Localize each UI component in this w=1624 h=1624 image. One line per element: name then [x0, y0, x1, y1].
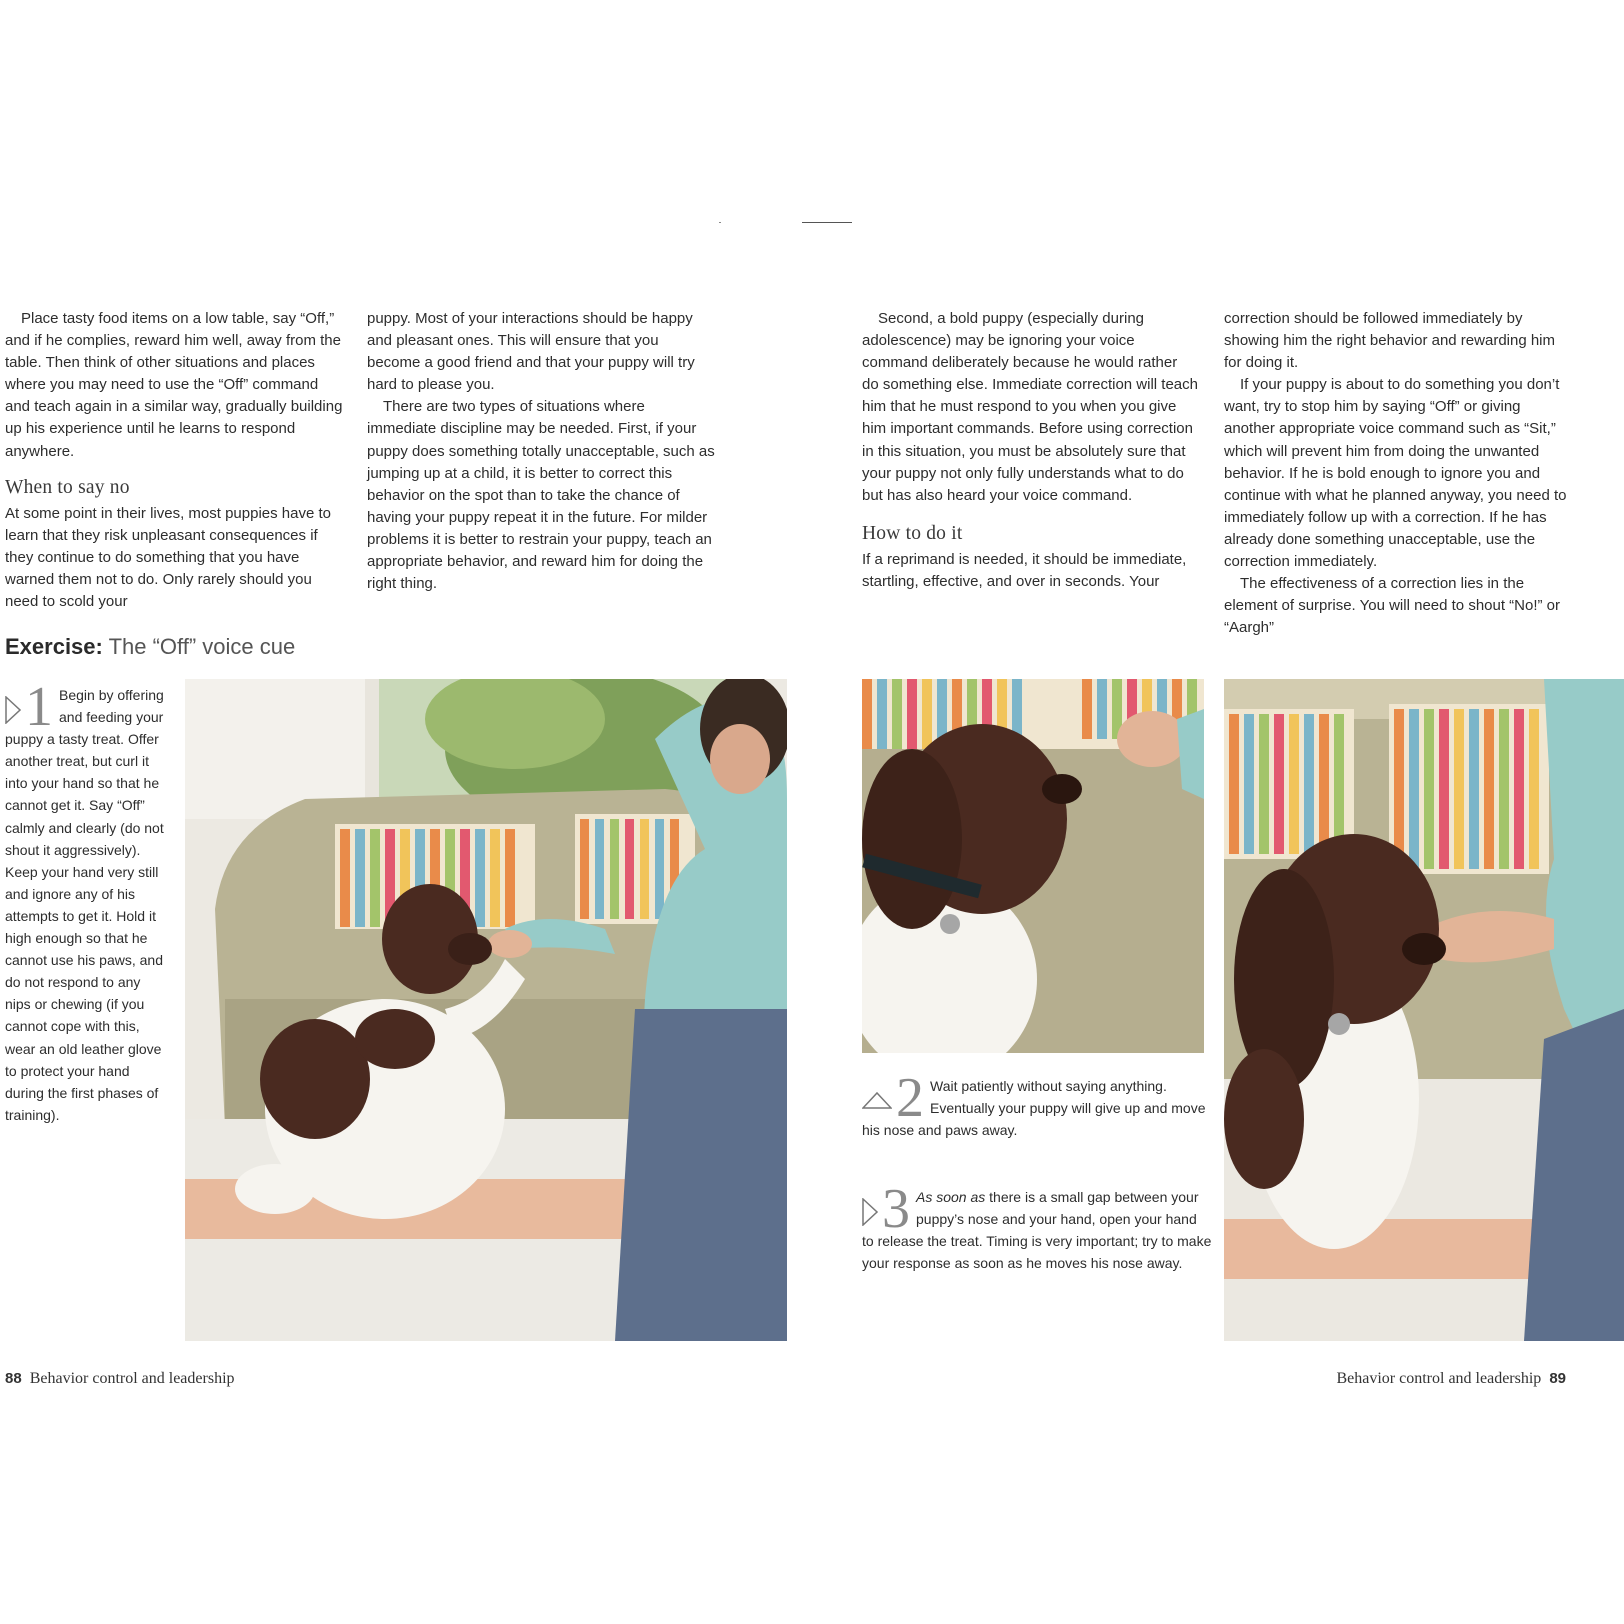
paragraph: There are two types of situations where immediate discipline may be needed. First, if your puppy does something totally unacceptable, such as jumping up at a child, it is better to correct this behavior on the spot than to take the chance of having your puppy repeat it in the future. For milder problems it is better to restrain your puppy, teach an appropriate behavior, and reward him for doing the right thing. — [367, 398, 715, 593]
heading-how-to-do-it: How to do it — [862, 522, 963, 544]
right-column-1 — [862, 308, 1198, 593]
step-3-italic-lead: As soon as — [916, 1189, 986, 1205]
running-title-right: Behavior control and leadership — [1336, 1370, 1542, 1387]
step-3 — [862, 1178, 1212, 1274]
step-2-marker — [862, 1067, 924, 1129]
step-3-number: 3 — [882, 1178, 910, 1240]
paragraph: If a reprimand is needed, it should be immediate, startling, effective, and over in seconds. Your — [862, 550, 1187, 591]
step-1-text: Begin by offering and feeding your puppy a tasty treat. Offer another treat, but curl it into your hand so that he cannot get it. Say “Off” calmly and clearly (do not shout it aggressively). Keep your hand very still and ignore any of his attempts to get it. Hold it high enough so that he cannot use his paws, and do not respond to any nips or chewing (if you cannot cope with this, wear an old leather glove to protect your hand during the first phases of training). — [5, 687, 164, 1123]
triangle-right-icon — [862, 1198, 878, 1226]
triangle-right-icon — [5, 696, 21, 724]
running-title-left: Behavior control and leadership — [29, 1370, 235, 1387]
left-column-2 — [367, 308, 715, 595]
puppy-training-photo — [185, 679, 787, 1341]
puppy-taking-treat-photo — [1224, 679, 1624, 1341]
intro-paragraph: Place tasty food items on a low table, say “Off,” and if he complies, reward him well, away from the table. Then think of other situations and places where you may need to use the “Off” command and teach again in a similar way, gradually building up his experience until he learns to respond anywhere. — [5, 310, 343, 460]
top-dot — [719, 222, 721, 223]
step-2 — [862, 1067, 1212, 1141]
step-3-marker — [862, 1178, 910, 1240]
triangle-up-icon — [862, 1091, 892, 1109]
step-3-text: there is a small gap between your puppy’s nose and your hand, open your hand to release the treat. Timing is very important; try to make your response as soon as he moves his nose away. — [862, 1189, 1212, 1272]
photo-step-1 — [185, 679, 787, 1341]
photo-step-3 — [1224, 679, 1624, 1341]
step-2-text: Wait patiently without saying anything. Eventually your puppy will give up and move his nose and paws away. — [862, 1078, 1206, 1139]
paragraph: correction should be followed immediately by showing him the right behavior and rewarding him for doing it. — [1224, 310, 1556, 372]
left-footer — [5, 1370, 235, 1388]
exercise-label: Exercise: — [5, 634, 103, 659]
top-rule — [802, 222, 852, 223]
when-paragraph: At some point in their lives, most puppies have to learn that they risk unpleasant consequences if they continue to do something that you have warned them not to do. Only rarely should you need to scold your — [5, 504, 332, 611]
page-number-left: 88 — [5, 1370, 22, 1387]
exercise-name: The “Off” voice cue — [108, 634, 296, 659]
left-column-1 — [5, 308, 345, 613]
photo-step-2 — [862, 679, 1204, 1053]
step-1 — [5, 676, 165, 1126]
puppy-closeup-photo — [862, 679, 1204, 1053]
step-2-number: 2 — [896, 1067, 924, 1129]
step-1-number: 1 — [25, 676, 53, 738]
paragraph: The effectiveness of a correction lies in the element of surprise. You will need to shout “No!” or “Aargh” — [1224, 575, 1561, 637]
right-column-2 — [1224, 308, 1570, 639]
step-1-marker — [5, 676, 53, 738]
exercise-title — [5, 634, 295, 660]
paragraph: puppy. Most of your interactions should be happy and pleasant ones. This will ensure that you become a good friend and that your puppy will try hard to please you. — [367, 310, 695, 394]
paragraph: Second, a bold puppy (especially during adolescence) may be ignoring your voice command deliberately because he would rather do something else. Immediate correction will teach him that he must respond to you when you give him important commands. Before using correction in this situation, you must be absolutely sure that your puppy not only fully understands what to do but has also heard your voice command. — [862, 310, 1198, 504]
paragraph: If your puppy is about to do something you don’t want, try to stop him by saying “Off” or giving another appropriate voice command such as “Sit,” which will prevent him from doing the unwanted behavior. If he is bold enough to ignore you and continue with what he planned anyway, you need to immediately follow up with a correction. If he has already done something unacceptable, use the correction immediately. — [1224, 376, 1567, 571]
page-number-right: 89 — [1549, 1370, 1566, 1387]
right-footer — [1336, 1370, 1566, 1388]
heading-when-to-say-no: When to say no — [5, 476, 130, 498]
